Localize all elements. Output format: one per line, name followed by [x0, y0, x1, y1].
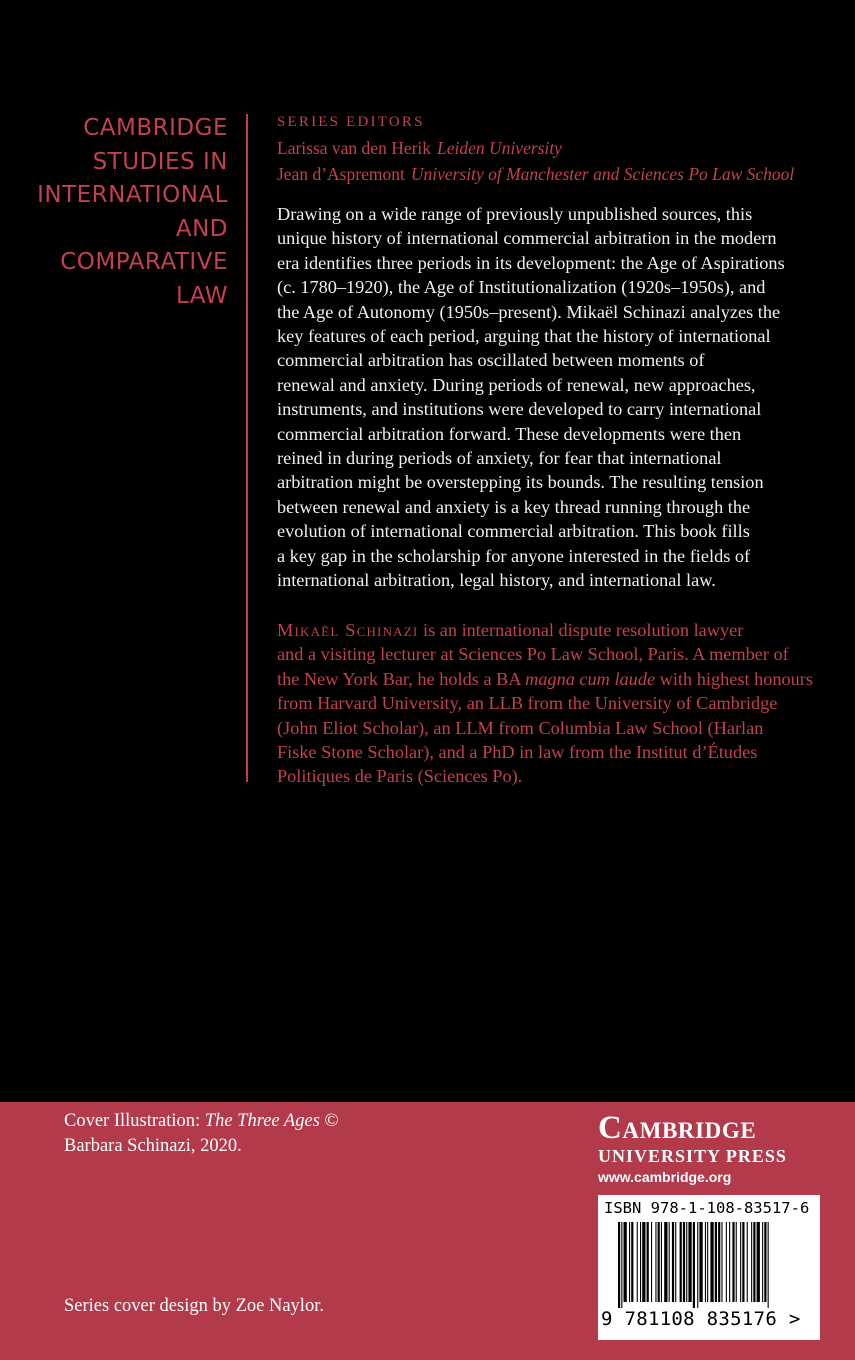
isbn-label: ISBN 978-1-108-83517-6 [604, 1199, 810, 1217]
barcode-bar [647, 1222, 649, 1302]
description-line: commercial arbitration forward. These developments were then [277, 423, 742, 444]
barcode-bar [747, 1222, 748, 1302]
credit-text: Cover Illustration: [64, 1111, 205, 1131]
barcode-bar [629, 1222, 630, 1302]
description-line: between renewal and anxiety is a key thread running through the [277, 496, 751, 517]
editor-name: Jean d’Aspremont [277, 164, 405, 184]
barcode-bar [672, 1222, 674, 1302]
description-line: reined in during periods of anxiety, for fear that international [277, 448, 722, 469]
barcode-bar [742, 1222, 744, 1302]
bio-italic-text: magna cum laude [525, 668, 656, 689]
barcode-bar [757, 1222, 760, 1302]
barcode-bar [715, 1222, 717, 1302]
series-editors-heading: SERIES EDITORS [277, 114, 425, 130]
description-line: unique history of international commercial arbitration in the modern [277, 228, 777, 249]
bio-line: Politiques de Paris (Sciences Po). [277, 766, 523, 787]
barcode-bar [686, 1222, 687, 1302]
barcode-bar [618, 1222, 620, 1308]
barcode-bar [640, 1222, 641, 1302]
editor-affiliation: Leiden University [437, 138, 562, 158]
barcode-bar [718, 1222, 720, 1302]
barcode-bar [729, 1222, 730, 1302]
description-line: the Age of Autonomy (1950s–present). Mikaël Schinazi analyzes the [277, 301, 781, 322]
series-editor [277, 161, 837, 187]
barcode-bar [768, 1222, 769, 1308]
barcode-bar [707, 1222, 708, 1302]
isbn-barcode [598, 1195, 820, 1340]
barcode-bar [710, 1222, 713, 1302]
bio-line: (John Eliot Scholar), an LLM from Columbia Law School (Harlan [277, 717, 764, 738]
illustration-title: The Three Ages [204, 1111, 320, 1131]
barcode-bar [655, 1222, 656, 1302]
description-line: arbitration might be overstepping its bounds. The resulting tension [277, 472, 764, 493]
series-design-credit: Series cover design by Zoe Naylor. [64, 1296, 324, 1316]
vertical-divider [246, 114, 248, 782]
description-line: key features of each period, arguing that the history of international [277, 326, 771, 347]
barcode-bar [621, 1222, 622, 1308]
series-title [37, 112, 228, 313]
description-line: (c. 1780–1920), the Age of Institutionalization (1920s–1950s), and [277, 277, 766, 298]
barcode-bar [693, 1222, 695, 1308]
barcode-bar [637, 1222, 638, 1302]
barcode-bar [751, 1222, 752, 1302]
bio-text: the New York Bar, he holds a BA [277, 668, 526, 689]
series-title-line: INTERNATIONAL [37, 182, 228, 208]
series-title-line: STUDIES IN [92, 148, 228, 175]
barcode-bar [764, 1222, 766, 1302]
barcode-bar [753, 1222, 755, 1302]
author-bio [277, 618, 837, 789]
barcode-bar [736, 1222, 737, 1302]
description-line: commercial arbitration has oscillated between moments of [277, 350, 705, 371]
publisher-press: UNIVERSITY PRESS [598, 1146, 787, 1166]
barcode-digits: 9 781108 835176 > [601, 1308, 801, 1330]
barcode-bar [675, 1222, 676, 1302]
bio-line: from Harvard University, an LLB from the University of Cambridge [277, 693, 778, 714]
barcode-bar [661, 1222, 662, 1302]
barcode-bar [683, 1222, 685, 1302]
series-title-line: COMPARATIVE [60, 249, 228, 275]
series-title-line: LAW [175, 282, 228, 309]
barcode-bar [631, 1222, 633, 1302]
credit-line: Barbara Schinazi, 2020. [64, 1136, 242, 1156]
barcode-bar [669, 1222, 670, 1302]
description-line: evolution of international commercial arbitration. This book fills [277, 521, 750, 542]
publisher-logo [598, 1110, 822, 1187]
barcode-bar [705, 1222, 706, 1302]
bio-line [277, 667, 837, 691]
barcode-bar [688, 1222, 691, 1302]
bio-line: Fiske Stone Scholar), and a PhD in law from the Institut d’Études [277, 742, 758, 763]
description-line: renewal and anxiety. During periods of renewal, new approaches, [277, 374, 756, 395]
editor-name: Larissa van den Herik [277, 138, 432, 158]
barcode-bar [732, 1222, 734, 1302]
barcode-bar [721, 1222, 722, 1302]
barcode-bar [642, 1222, 645, 1302]
barcode-bar [624, 1222, 627, 1302]
bio-line [277, 618, 837, 642]
series-title-line: AND [175, 215, 228, 242]
credit-line [64, 1109, 339, 1134]
cover-illustration-credit [64, 1109, 339, 1159]
series-title-line: CAMBRIDGE [83, 115, 228, 141]
bio-text: with highest honours [655, 668, 814, 689]
publisher-url: www.cambridge.org [598, 1169, 732, 1185]
description-line: instruments, and institutions were developed to carry international [277, 399, 762, 420]
bottom-band [0, 1102, 855, 1360]
barcode-bar [740, 1222, 741, 1302]
barcode-bar [726, 1222, 727, 1302]
series-editor [277, 135, 837, 161]
barcode-bar [680, 1222, 682, 1302]
editor-affiliation: University of Manchester and Sciences Po Law School [410, 164, 795, 184]
series-editors [277, 112, 837, 187]
barcode-bar [699, 1222, 702, 1302]
book-description [277, 202, 837, 593]
bio-text: is an international dispute resolution lawyer [418, 620, 744, 640]
description-line: a key gap in the scholarship for anyone interested in the fields of [277, 545, 751, 566]
bio-line: and a visiting lecturer at Sciences Po Law School, Paris. A member of [277, 644, 789, 665]
credit-text: © [319, 1111, 339, 1131]
publisher-name: Cambridge [598, 1110, 757, 1146]
barcode-bar [697, 1222, 698, 1308]
barcode-bar [658, 1222, 660, 1302]
description-line: international arbitration, legal history, and international law. [277, 570, 716, 591]
barcode-bar [664, 1222, 667, 1302]
barcode-bar [762, 1222, 763, 1302]
barcode-bar [651, 1222, 652, 1302]
description-line: era identifies three periods in its development: the Age of Aspirations [277, 252, 785, 273]
author-name: Mikaël Schinazi [277, 620, 419, 640]
description-line: Drawing on a wide range of previously unpublished sources, this [277, 204, 753, 224]
barcode-icon [604, 1222, 814, 1308]
